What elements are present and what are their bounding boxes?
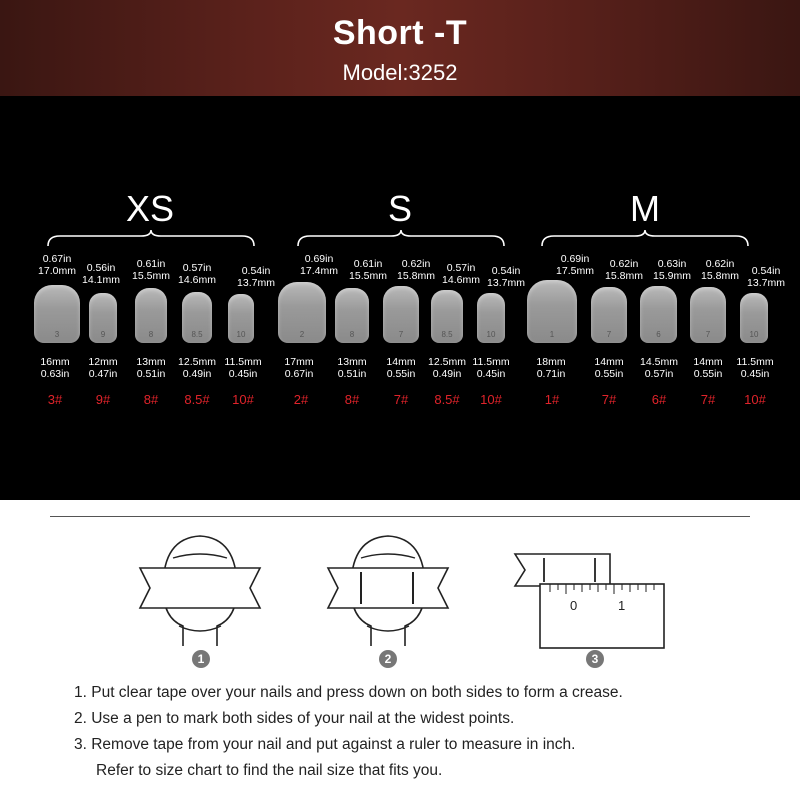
nail-length-s-3: 14mm 0.55in — [386, 356, 416, 380]
step-2-illustration — [323, 528, 453, 648]
nail-width-xs-3: 0.61in 15.5mm — [132, 258, 170, 282]
nail-width-s-3: 0.62in 15.8mm — [397, 258, 435, 282]
size-number-m-4: 7# — [700, 392, 716, 407]
size-number-xs-4: 8.5# — [184, 392, 210, 407]
step-3-number-icon: 3 — [586, 650, 604, 668]
nail-tip-m-2: 7 — [591, 287, 627, 343]
size-number-m-5: 10# — [744, 392, 766, 407]
nail-tip-xs-5: 10 — [228, 294, 254, 343]
size-number-xs-1: 3# — [47, 392, 63, 407]
nail-width-xs-2: 0.56in 14.1mm — [82, 262, 120, 286]
nail-tip-s-5: 10 — [477, 293, 505, 343]
nail-width-s-2: 0.61in 15.5mm — [349, 258, 387, 282]
nail-width-m-3: 0.63in 15.9mm — [653, 258, 691, 282]
instruction-line-4: Refer to size chart to find the nail size that fits you. — [96, 762, 443, 779]
nail-length-s-5: 11.5mm 0.45in — [472, 356, 510, 380]
nail-width-xs-5: 0.54in 13.7mm — [237, 265, 275, 289]
nail-length-m-3: 14.5mm 0.57in — [640, 356, 678, 380]
model-number: Model:3252 — [342, 60, 458, 85]
nail-width-s-4: 0.57in 14.6mm — [442, 262, 480, 286]
nail-length-m-4: 14mm 0.55in — [693, 356, 723, 380]
nail-tip-s-1: 2 — [278, 282, 326, 343]
nail-tip-s-2: 8 — [335, 288, 369, 343]
size-number-xs-3: 8# — [143, 392, 159, 407]
nail-tip-xs-2: 9 — [89, 293, 117, 343]
nail-width-m-1: 0.69in 17.5mm — [556, 253, 594, 277]
instruction-line-3: 3. Remove tape from your nail and put against a ruler to measure in inch. — [74, 736, 576, 753]
nail-width-xs-1: 0.67in 17.0mm — [38, 253, 76, 277]
step-2-number-icon: 2 — [379, 650, 397, 668]
size-number-xs-2: 9# — [95, 392, 111, 407]
nail-tip-xs-3: 8 — [135, 288, 167, 343]
instruction-line-2: 2. Use a pen to mark both sides of your nail at the widest points. — [74, 710, 515, 727]
nail-width-s-5: 0.54in 13.7mm — [487, 265, 525, 289]
nail-tip-m-5: 10 — [740, 293, 768, 343]
step-1-number-icon: 1 — [192, 650, 210, 668]
group-label-m: M — [630, 188, 660, 229]
size-number-m-2: 7# — [601, 392, 617, 407]
size-number-s-3: 7# — [393, 392, 409, 407]
size-number-s-4: 8.5# — [434, 392, 460, 407]
nail-tip-xs-4: 8.5 — [182, 292, 212, 343]
nail-width-m-5: 0.54in 13.7mm — [747, 265, 785, 289]
nail-tip-m-3: 6 — [640, 286, 677, 343]
ruler-one-label: 1 — [618, 598, 626, 613]
section-divider — [50, 516, 750, 517]
nail-tip-xs-1: 3 — [34, 285, 80, 343]
size-number-s-2: 8# — [344, 392, 360, 407]
nail-width-xs-4: 0.57in 14.6mm — [178, 262, 216, 286]
nail-length-m-5: 11.5mm 0.45in — [736, 356, 774, 380]
step-3-illustration — [510, 550, 670, 650]
group-label-s: S — [387, 188, 412, 229]
nail-length-s-4: 12.5mm 0.49in — [428, 356, 466, 380]
size-number-s-5: 10# — [480, 392, 502, 407]
size-number-m-3: 6# — [651, 392, 667, 407]
nail-width-m-2: 0.62in 15.8mm — [605, 258, 643, 282]
size-number-m-1: 1# — [544, 392, 560, 407]
nail-width-m-4: 0.62in 15.8mm — [701, 258, 739, 282]
nail-length-m-1: 18mm 0.71in — [536, 356, 566, 380]
nail-tip-s-3: 7 — [383, 286, 419, 343]
header-banner — [0, 0, 800, 96]
nail-length-xs-3: 13mm 0.51in — [136, 356, 166, 380]
nail-length-m-2: 14mm 0.55in — [594, 356, 624, 380]
instruction-line-1: 1. Put clear tape over your nails and press down on both sides to form a crease. — [74, 684, 623, 701]
ruler-zero-label: 0 — [570, 598, 578, 613]
nail-tip-m-1: 1 — [527, 280, 577, 343]
brace-m — [540, 228, 750, 248]
nail-length-s-2: 13mm 0.51in — [337, 356, 367, 380]
size-number-s-1: 2# — [293, 392, 309, 407]
brace-xs — [46, 228, 256, 248]
nail-tip-s-4: 8.5 — [431, 290, 463, 343]
product-title: Short -T — [332, 14, 468, 52]
nail-length-xs-4: 12.5mm 0.49in — [178, 356, 216, 380]
group-label-xs: XS — [125, 188, 175, 229]
nail-tip-m-4: 7 — [690, 287, 726, 343]
brace-s — [296, 228, 506, 248]
nail-length-xs-2: 12mm 0.47in — [88, 356, 118, 380]
nail-length-xs-1: 16mm 0.63in — [40, 356, 70, 380]
nail-length-s-1: 17mm 0.67in — [284, 356, 314, 380]
nail-width-s-1: 0.69in 17.4mm — [300, 253, 338, 277]
step-1-illustration — [135, 528, 265, 648]
nail-length-xs-5: 11.5mm 0.45in — [224, 356, 262, 380]
size-number-xs-5: 10# — [232, 392, 254, 407]
